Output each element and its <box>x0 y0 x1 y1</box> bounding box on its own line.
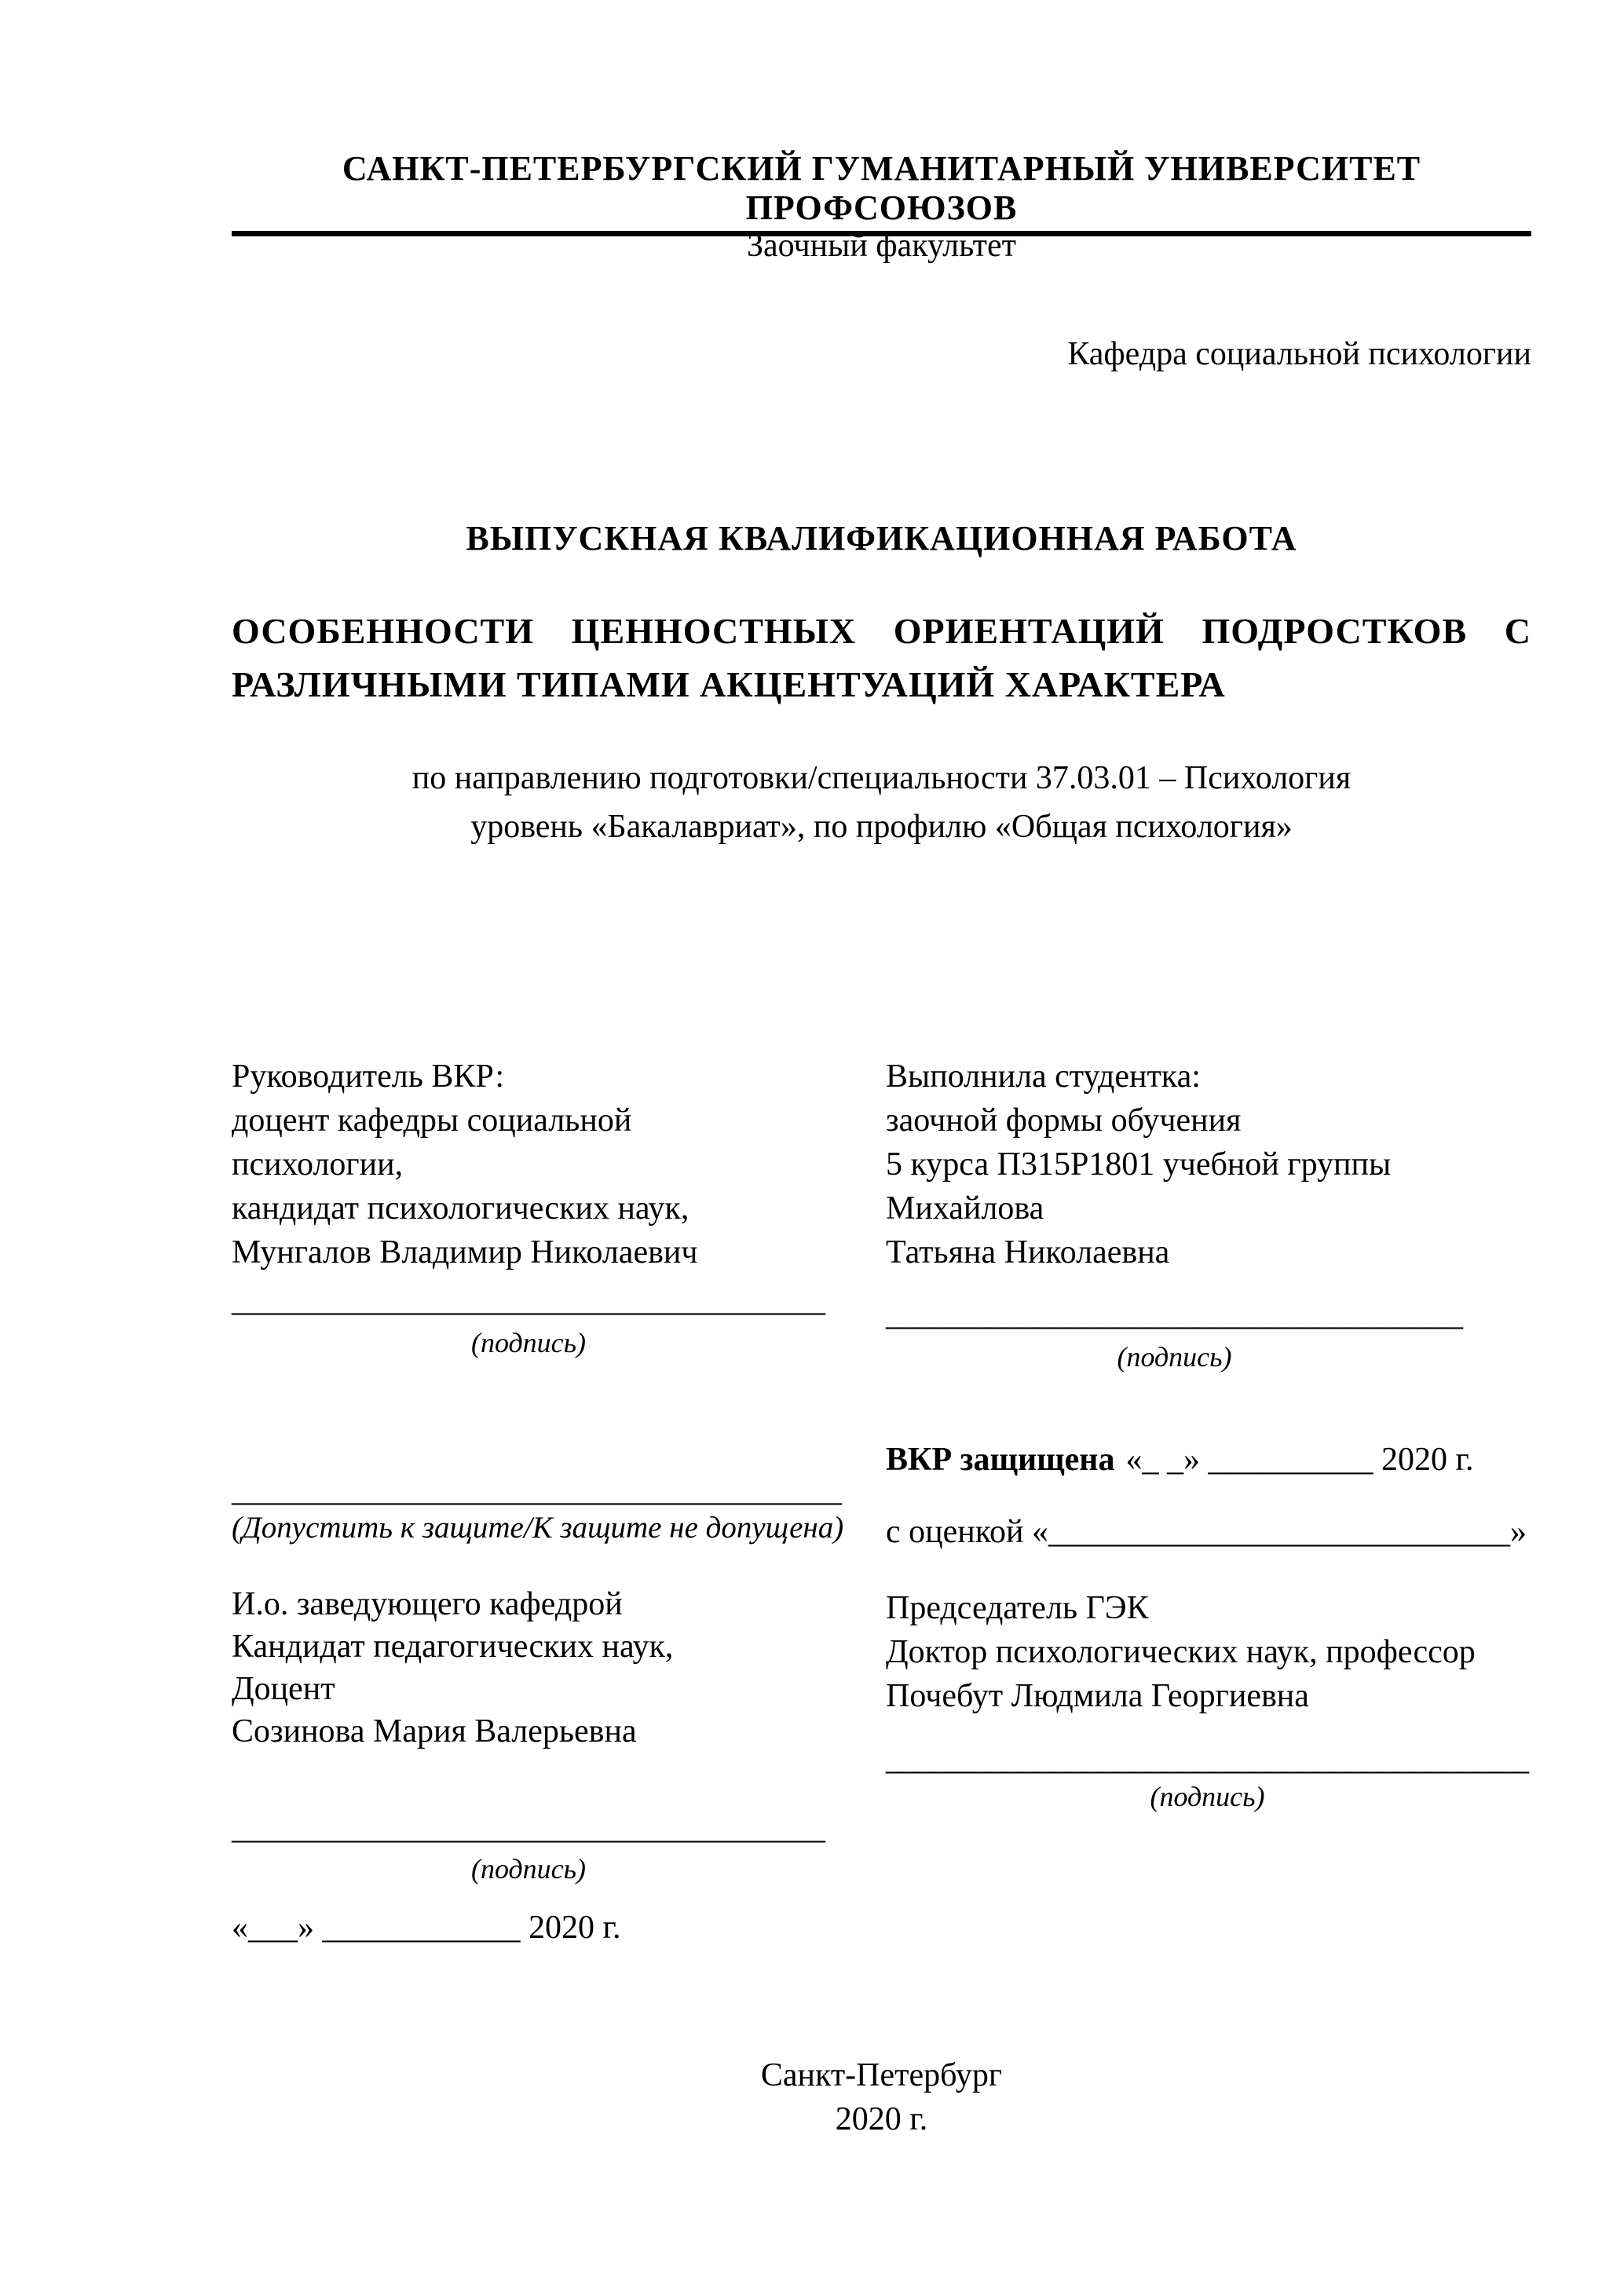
admission-signature-line: _____________________________________ <box>232 1472 842 1508</box>
supervisor-signature-line: ____________________________________ <box>232 1282 825 1318</box>
gek-chairman-block <box>886 1586 1577 1718</box>
gek-chairman-heading: Председатель ГЭК <box>886 1590 1149 1626</box>
defense-label: ВКР защищена <box>886 1442 1115 1478</box>
faculty-name: Заочный факультет <box>746 228 1017 264</box>
footer-year: 2020 г. <box>835 2101 928 2137</box>
thesis-title-line-2: РАЗЛИЧНЫМИ ТИПАМИ АКЦЕНТУАЦИЙ ХАРАКТЕРА <box>232 664 1226 704</box>
program-block <box>232 754 1531 851</box>
student-heading: Выполнила студентка: <box>886 1058 1201 1095</box>
student-name-patronymic: Татьяна Николаевна <box>886 1234 1170 1270</box>
student-form-line: заочной формы обучения <box>886 1102 1242 1139</box>
supervisor-block <box>232 1055 852 1274</box>
department-head-title-line: Доцент <box>232 1671 335 1707</box>
student-surname: Михайлова <box>886 1190 1044 1227</box>
supervisor-position-line-1: доцент кафедры социальной <box>232 1102 632 1139</box>
department-head-signature-caption: (подпись) <box>470 1853 587 1885</box>
program-level-line: уровень «Бакалавриат», по профилю «Общая психология» <box>470 809 1293 845</box>
thesis-title-line-1: ОСОБЕННОСТИ ЦЕННОСТНЫХ ОРИЕНТАЦИЙ ПОДРОСТКОВ С <box>232 611 1531 651</box>
gek-signature-line: _______________________________________ <box>886 1741 1529 1777</box>
supervisor-name: Мунгалов Владимир Николаевич <box>232 1234 698 1270</box>
gek-chairman-name: Почебут Людмила Георгиевна <box>886 1678 1309 1714</box>
department-head-degree-line: Кандидат педагогических наук, <box>232 1629 674 1665</box>
student-group-line: 5 курса П315Р1801 учебной группы <box>886 1146 1392 1183</box>
supervisor-position-line-2: психологии, <box>232 1146 404 1183</box>
supervisor-heading: Руководитель ВКР: <box>232 1058 505 1095</box>
department-name: Кафедра социальной психологии <box>1067 336 1531 372</box>
program-direction-line: по направлению подготовки/специальности 37.03.01 – Психология <box>411 760 1352 796</box>
university-title: САНКТ-ПЕТЕРБУРГСКИЙ ГУМАНИТАРНЫЙ УНИВЕРСИТЕТ ПРОФСОЮЗОВ <box>232 149 1531 236</box>
grade-line: с оценкой «____________________________» <box>886 1514 1527 1550</box>
department-head-role-line: И.о. заведующего кафедрой <box>232 1586 623 1622</box>
department-head-block <box>232 1583 852 1753</box>
department-head-signature-line: ____________________________________ <box>232 1810 825 1846</box>
footer-city: Санкт-Петербург <box>760 2057 1003 2093</box>
department-head-date-line: «___» ____________ 2020 г. <box>232 1910 621 1946</box>
department-head-name: Созинова Мария Валерьевна <box>232 1713 637 1749</box>
student-block <box>886 1055 1577 1274</box>
supervisor-signature-caption: (подпись) <box>470 1327 587 1358</box>
student-signature-line: ___________________________________ <box>886 1296 1463 1333</box>
supervisor-degree-line: кандидат психологических наук, <box>232 1190 689 1227</box>
defense-date-blank: «_ _» __________ 2020 г. <box>1125 1442 1474 1478</box>
admission-caption: (Допустить к защите/К защите не допущена) <box>232 1511 844 1545</box>
thesis-title <box>232 605 1531 711</box>
gek-chairman-degree-line: Доктор психологических наук, профессор <box>886 1634 1476 1670</box>
work-type-heading: ВЫПУСКНАЯ КВАЛИФИКАЦИОННАЯ РАБОТА <box>466 519 1297 558</box>
gek-signature-caption: (подпись) <box>1150 1781 1265 1812</box>
student-signature-caption: (подпись) <box>1117 1341 1232 1373</box>
defense-line <box>886 1442 1473 1478</box>
